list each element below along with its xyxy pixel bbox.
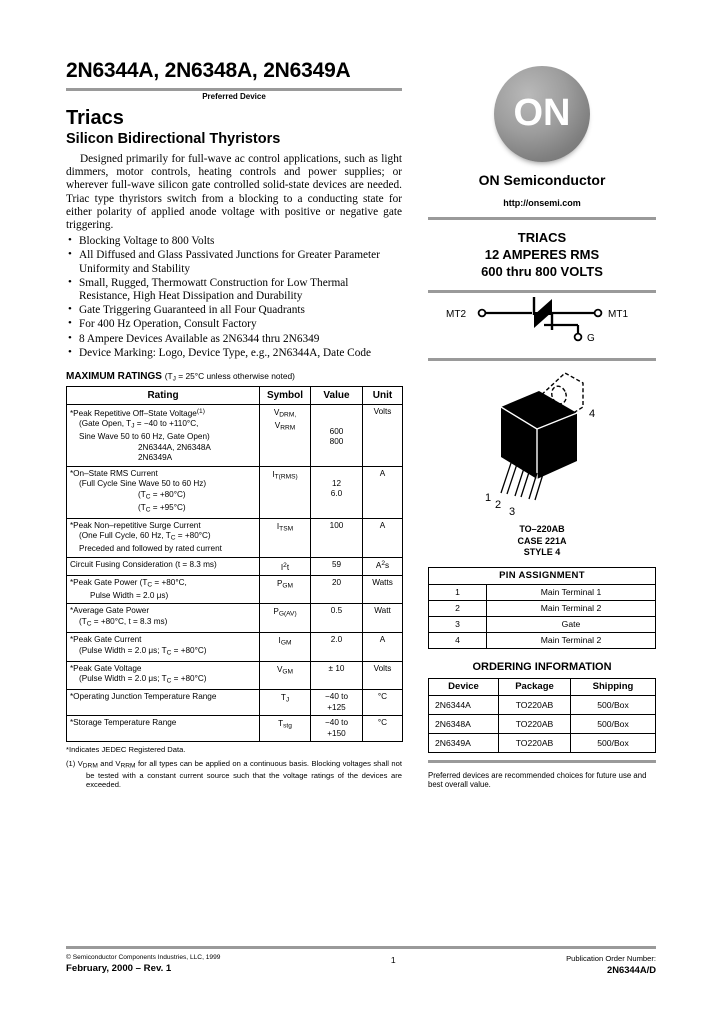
table-row (67, 557, 403, 575)
page-footer (66, 946, 656, 975)
pin-number-2: 2 (495, 499, 502, 511)
symbol-sub: G(AV) (278, 611, 297, 619)
table-row (67, 633, 403, 662)
symbol-sub: TSM (279, 525, 294, 533)
rating-cell (67, 633, 260, 662)
table-header-row (67, 386, 403, 404)
column-header-shipping: Shipping (571, 678, 656, 695)
maximum-ratings-title (66, 371, 402, 383)
unit-main: A (375, 560, 382, 570)
rating-line: 2N6349A (138, 453, 173, 463)
table-row (429, 616, 656, 632)
package-caption-line: CASE 221A (517, 535, 567, 546)
column-header-value: Value (311, 386, 363, 404)
rating-line: Sine Wave 50 to 60 Hz, Gate Open) (79, 432, 210, 442)
footnote-1: (1) $V_{DRM}$ and $V_{RRM}$ for all types can be applied on a continuous basis. Blocking voltages shall not be tested with a constant current source such that the voltage ratings of the devices are exceeded. (66, 758, 402, 789)
rating-line: *Peak Gate Power ($T_C = +80^\circ C$, (70, 577, 187, 589)
column-header-device: Device (429, 678, 499, 695)
symbol-cell (260, 404, 311, 466)
rating-line: *On–State RMS Current (70, 468, 158, 478)
table-row (67, 575, 403, 604)
table-row (429, 733, 656, 752)
column-header-unit: Unit (363, 386, 403, 404)
rating-line: *Peak Gate Current (70, 635, 142, 645)
rating-cell (67, 604, 260, 633)
shipping-cell: 500/Box (571, 695, 656, 714)
rating-line: (One Full Cycle, 60 Hz, $T_C = +80^\circ C$) (79, 531, 211, 542)
preferred-device-label: Preferred Device (202, 92, 266, 101)
footer-right (566, 953, 656, 975)
spec-summary (428, 229, 656, 280)
package-caption-line: STYLE 4 (523, 547, 561, 557)
maximum-ratings-title-condition: ($T_J = 25^\circ C$ unless otherwise noted) (164, 371, 295, 383)
table-row (429, 600, 656, 616)
divider-rule-right-1 (428, 217, 656, 220)
pin-number-cell: 4 (429, 632, 487, 648)
on-logo-text: ON (513, 92, 571, 135)
list-item: • Device Marking: Logo, Device Type, e.g., 2N6344A, Date Code (66, 347, 402, 360)
symbol-main: I (280, 562, 284, 572)
value-spacer (314, 417, 359, 427)
footnote-asterisk: *Indicates JEDEC Registered Data. (66, 745, 186, 755)
value-line: 12 (331, 478, 342, 488)
mt1-label: MT1 (608, 309, 628, 320)
symbol-tail: t (286, 562, 290, 572)
value-line: −40 to (325, 692, 348, 702)
value-cell: 59 (311, 557, 363, 575)
rating-line: (Gate Open, $T_J = -40$ to +110°C, (79, 419, 199, 430)
left-column (66, 58, 402, 789)
table-row (67, 690, 403, 716)
value-cell (311, 690, 363, 716)
table-row (67, 661, 403, 690)
list-item: • Blocking Voltage to 800 Volts (66, 235, 402, 248)
rating-line: *Peak Gate Voltage (70, 663, 142, 673)
list-item: • All Diffused and Glass Passivated Junctions for Greater Parameter Uniformity and Stability (66, 249, 402, 275)
unit-cell (363, 557, 403, 575)
pin-assignment-table (428, 567, 656, 649)
mt2-label: MT2 (446, 309, 466, 320)
ordering-information-table (428, 678, 656, 753)
pin-number-cell: 3 (429, 616, 487, 632)
value-cell: 100 (311, 518, 363, 557)
gate-label: G (587, 333, 595, 344)
rating-line: (Pulse Width = 2.0 μs; $T_C = +80^\circ C$) (79, 645, 207, 657)
package-cell: TO220AB (499, 714, 571, 733)
table-row (429, 714, 656, 733)
symbol-cell (260, 716, 311, 742)
rating-line: ($T_C = +80^\circ C$, t = 8.3 ms) (79, 616, 168, 628)
symbol-sub: stg (283, 722, 292, 730)
list-item: • For 400 Hz Operation, Consult Factory (66, 318, 402, 331)
features-list (66, 235, 402, 360)
spec-line: 12 AMPERES RMS (484, 247, 600, 262)
table-row (67, 518, 403, 557)
shipping-cell: 500/Box (571, 733, 656, 752)
symbol-main: I (272, 469, 275, 479)
value-spacer (314, 407, 359, 417)
value-line: +125 (327, 702, 346, 712)
rating-cell (67, 575, 260, 604)
rating-line: 2N6344A, 2N6348A (138, 442, 211, 452)
maximum-ratings-table (66, 386, 403, 743)
symbol-cell (260, 575, 311, 604)
divider-rule-top (66, 88, 402, 91)
pin-number-1: 1 (485, 492, 492, 504)
shipping-cell: 500/Box (571, 714, 656, 733)
pin-number-cell: 2 (429, 600, 487, 616)
value-cell: 2.0 (311, 633, 363, 662)
unit-cell: Volts (363, 661, 403, 690)
rating-line: *Peak Non–repetitive Surge Current (70, 520, 201, 530)
symbol-line: $V_{DRM,}$ (273, 407, 297, 419)
rating-cell (67, 466, 260, 518)
symbol-cell (260, 518, 311, 557)
unit-sup: 2 (381, 559, 386, 567)
rating-line: (Pulse Width = 2.0 μs; $T_C = +80^\circ C$) (79, 674, 207, 685)
pin-function-cell: Main Terminal 2 (487, 600, 656, 616)
on-sphere-icon (494, 66, 590, 162)
package-caption-line: TO–220AB (519, 524, 565, 534)
spec-line: 600 thru 800 VOLTS (481, 264, 603, 279)
footer-divider-rule (66, 946, 656, 949)
value-line: 6.0 (330, 489, 343, 499)
section-subheading: Silicon Bidirectional Thyristors (66, 131, 281, 147)
symbol-line: $V_{RRM}$ (274, 421, 296, 432)
column-header-symbol: Symbol (260, 386, 311, 404)
rating-cell (67, 404, 260, 466)
symbol-sub: GM (280, 639, 292, 647)
page-number: 1 (390, 955, 396, 965)
rating-line: Pulse Width = 2.0 μs) (90, 590, 169, 600)
symbol-cell (260, 604, 311, 633)
value-cell: 20 (311, 575, 363, 604)
value-line: −40 to (325, 718, 348, 728)
column-header-rating: Rating (67, 386, 260, 404)
pin-function-cell: Main Terminal 2 (487, 632, 656, 648)
maximum-ratings-title-bold: MAXIMUM RATINGS (66, 371, 162, 383)
rating-line: $(T_C = +80^\circ C)$ (138, 489, 186, 501)
rating-line: *Average Gate Power (70, 606, 150, 616)
value-cell (311, 466, 363, 518)
unit-cell: °C (363, 716, 403, 742)
symbol-main: I (278, 636, 281, 646)
unit-tail: s (385, 560, 390, 570)
symbol-cell (260, 633, 311, 662)
symbol-cell (260, 661, 311, 690)
value-cell: ± 10 (311, 661, 363, 690)
to220-package-icon (437, 365, 647, 517)
symbol-sub: GM (282, 582, 294, 590)
symbol-cell (260, 557, 311, 575)
list-item: • Small, Rugged, Thermowatt Construction for Low Thermal Resistance, High Heat Dissipation and Durability (66, 277, 402, 303)
table-row (67, 716, 403, 742)
revision-text: February, 2000 – Rev. 1 (66, 963, 172, 974)
package-cell: TO220AB (499, 695, 571, 714)
symbol-sup: 2 (283, 561, 287, 569)
rating-cell: Circuit Fusing Consideration (t = 8.3 ms) (67, 557, 260, 575)
list-item: • 8 Ampere Devices Available as 2N6344 thru 2N6349 (66, 333, 402, 346)
package-cell: TO220AB (499, 733, 571, 752)
rating-line: Preceded and followed by rated current (79, 544, 222, 554)
value-line: 800 (329, 437, 344, 447)
table-row (429, 632, 656, 648)
value-cell (311, 716, 363, 742)
package-drawing (428, 361, 656, 559)
description-paragraph: Designed primarily for full-wave ac control applications, such as light dimmers, motor controls, heating controls and power supplies; or wherever full-wave silicon gate controlled solid-state devices are needed. Triac type thyristors switch from a blocking to a conducting state for either polarity of applied anode voltage with positive or negative gate triggering. (66, 153, 402, 232)
right-column (428, 58, 656, 790)
ordering-information-title: ORDERING INFORMATION (472, 660, 612, 673)
symbol-sub: T(RMS) (274, 473, 298, 481)
value-cell: 0.5 (311, 604, 363, 633)
symbol-main: I (276, 521, 280, 531)
symbol-sub: GM (282, 668, 294, 676)
page-title: 2N6344A, 2N6348A, 2N6349A (66, 59, 351, 82)
triac-symbol-icon (428, 293, 656, 349)
package-caption (428, 524, 656, 559)
unit-cell: Volts (363, 404, 403, 466)
device-cell: 2N6349A (429, 733, 499, 752)
pin-assignment-title: PIN ASSIGNMENT (429, 567, 656, 584)
rating-cell: *Storage Temperature Range (67, 716, 260, 742)
table-row (429, 695, 656, 714)
pin-number-4: 4 (589, 408, 596, 420)
device-cell: 2N6348A (429, 714, 499, 733)
value-spacer (314, 469, 359, 479)
table-footnotes (66, 745, 402, 789)
copyright-text: © Semiconductor Components Industries, LLC, 1999 (66, 954, 221, 961)
unit-cell: Watt (363, 604, 403, 633)
pin-number-3: 3 (509, 506, 516, 517)
value-line: +150 (327, 728, 346, 738)
table-row (429, 584, 656, 600)
table-header-row (429, 567, 656, 584)
footer-content (66, 953, 656, 975)
rating-cell: *Operating Junction Temperature Range (67, 690, 260, 716)
preferred-devices-note: Preferred devices are recommended choices for future use and best overall value. (428, 770, 647, 790)
symbol-cell (260, 466, 311, 518)
triac-symbol-diagram (428, 293, 656, 349)
pin-function-cell: Main Terminal 1 (487, 584, 656, 600)
table-row (67, 604, 403, 633)
value-line: 600 (329, 426, 344, 436)
table-row (67, 466, 403, 518)
unit-cell: A (363, 518, 403, 557)
rating-cell (67, 518, 260, 557)
column-header-package: Package (499, 678, 571, 695)
unit-cell: A (363, 633, 403, 662)
symbol-main: P (276, 578, 283, 588)
pin-number-cell: 1 (429, 584, 487, 600)
symbol-cell (260, 690, 311, 716)
symbol-sub: J (285, 696, 290, 704)
symbol-main: T (280, 693, 286, 703)
list-item: • Gate Triggering Guaranteed in all Four Quadrants (66, 304, 402, 317)
rating-line: (Full Cycle Sine Wave 50 to 60 Hz) (79, 479, 207, 489)
pin-function-cell: Gate (487, 616, 656, 632)
brand-url: http://onsemi.com (503, 198, 581, 208)
symbol-main: P (273, 607, 279, 617)
symbol-main: V (276, 664, 283, 674)
brand-logo (428, 58, 656, 208)
rating-line: $(T_C = +95^\circ C)$ (138, 502, 186, 514)
unit-cell: Watts (363, 575, 403, 604)
unit-cell: °C (363, 690, 403, 716)
rating-cell (67, 661, 260, 690)
section-heading-triacs: Triacs (66, 107, 124, 129)
table-row (67, 404, 403, 466)
footer-left (66, 953, 220, 975)
device-cell: 2N6344A (429, 695, 499, 714)
table-header-row (429, 678, 656, 695)
divider-rule-right-4 (428, 760, 656, 763)
publication-order-number: 2N6344A/D (607, 964, 656, 975)
unit-cell: A (363, 466, 403, 518)
brand-name: ON Semiconductor (478, 172, 606, 188)
value-cell (311, 404, 363, 466)
symbol-main: T (278, 719, 284, 729)
rating-line: *Peak Repetitive Off–State Voltage$^{(1)}$ (70, 407, 205, 418)
publication-order-label: Publication Order Number: (566, 954, 656, 963)
spec-line: TRIACS (517, 230, 567, 245)
